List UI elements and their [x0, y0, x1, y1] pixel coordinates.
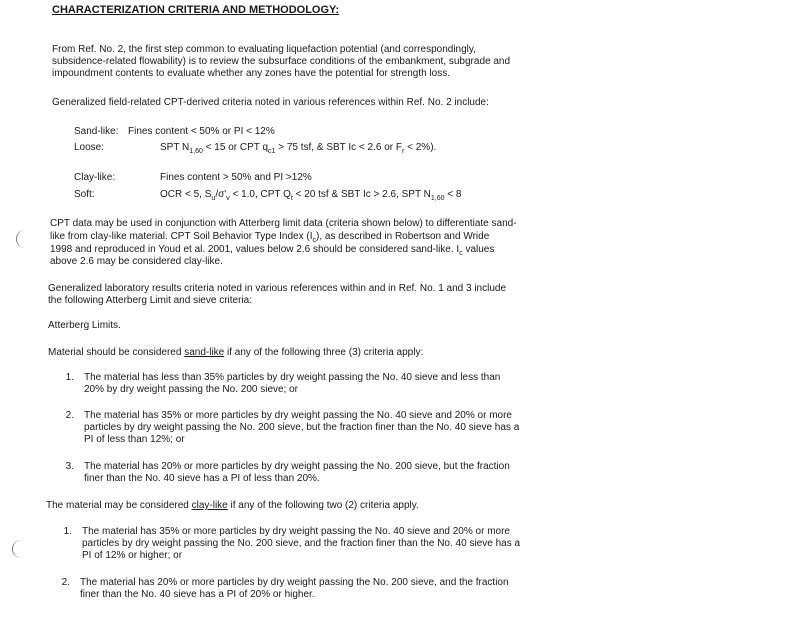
criteria-sand-like-value: Fines content < 50% or PI < 12%	[128, 126, 275, 137]
clay-item-1-line-1: The material has 35% or more particles by dry weight passing the No. 40 sieve and 20% or more	[82, 526, 510, 537]
sand-item-2-line-3: PI of less than 12%; or	[84, 434, 185, 445]
clay-item-2-line-1: The material has 20% or more particles by dry weight passing the No. 200 sieve, and the fraction	[80, 577, 509, 588]
sand-item-1-line-1: The material has less than 35% particles by dry weight passing the No. 40 sieve and less than	[84, 372, 501, 383]
clay-item-1-number: 1.	[63, 526, 72, 537]
intro-line-2: subsidence-related flowability) is to review the subsurface conditions of the embankment, subgrade and	[52, 56, 511, 67]
sand-item-3-number: 3.	[65, 461, 74, 472]
criteria-soft-value: OCR < 5, $S_u/\sigma'_v < 1.0$, CPT $Q_t < 20$ tsf & SBT Ic > 2.6, SPT $N_{1,60} < 8$	[160, 189, 462, 202]
sand-item-2-line-1: The material has 35% or more particles by dry weight passing the No. 40 sieve and 20% or more	[84, 410, 512, 421]
sand-item-1-number: 1.	[65, 372, 74, 383]
margin-mark	[16, 230, 27, 248]
margin-mark-2	[12, 540, 23, 558]
cpt-para-line-2: like from clay-like material. CPT Soil Behavior Type Index $(I_c)$, as described in Robertson and Wride	[50, 231, 490, 244]
criteria-soft-label: Soft:	[74, 189, 95, 200]
page-title: CHARACTERIZATION CRITERIA AND METHODOLOGY:	[52, 4, 340, 16]
clay-like-intro: The material may be considered clay-like if any of the following two (2) criteria apply.	[46, 500, 419, 511]
atterberg-heading: Atterberg Limits.	[48, 320, 121, 331]
cpt-para-line-3: 1998 and reproduced in Youd et al. 2001, values below 2.6 should be considered sand-like. $I_c$ values	[50, 244, 495, 257]
sand-item-1-line-2: 20% by dry weight passing the No. 200 sieve; or	[84, 384, 299, 395]
criteria-clay-like-label: Clay-like:	[74, 172, 116, 183]
sand-item-3-line-2: finer than the No. 40 sieve has a PI of less than 20%.	[84, 473, 320, 484]
criteria-clay-like-value: Fines content > 50% and PI >12%	[160, 172, 312, 183]
intro-line-3: impoundment contents to evaluate whether any zones have the potential for strength loss.	[52, 68, 451, 79]
criteria-loose-value: SPT $N_{1,60} < 15$ or CPT $q_{c1} > 75$ tsf, & SBT Ic < 2.6 or $F_r < 2\%$).	[160, 142, 437, 155]
criteria-loose-label: Loose:	[74, 142, 105, 153]
clay-item-1-line-3: PI of 12% or higher; or	[82, 550, 183, 561]
sand-like-intro: Material should be considered sand-like if any of the following three (3) criteria apply:	[48, 347, 424, 358]
cpt-para-line-1: CPT data may be used in conjunction with Atterberg limit data (criteria shown below) to differentiate sand-	[50, 218, 517, 229]
lab-para-line-1: Generalized laboratory results criteria noted in various references within and in Ref. No. 1 and 3 include	[48, 283, 507, 294]
cpt-para-line-4: above 2.6 may be considered clay-like.	[50, 256, 223, 267]
intro-line-1: From Ref. No. 2, the first step common to evaluating liquefaction potential (and correspondingly,	[52, 44, 476, 55]
criteria-sand-like-label: Sand-like:	[74, 126, 119, 137]
clay-item-2-line-2: finer than the No. 40 sieve has a PI of 20% or higher.	[80, 589, 315, 600]
clay-item-1-line-2: particles by dry weight passing the No. 200 sieve, and the fraction finer than the No. 40 sieve has a	[82, 538, 521, 549]
cpt-intro: Generalized field-related CPT-derived criteria noted in various references within Ref. No. 2 include:	[52, 97, 489, 108]
sand-item-2-line-2: particles by dry weight passing the No. 200 sieve, but the fraction finer than the No. 40 sieve has a	[84, 422, 520, 433]
lab-para-line-2: the following Atterberg Limit and sieve criteria:	[48, 295, 252, 306]
sand-item-3-line-1: The material has 20% or more particles by dry weight passing the No. 200 sieve, but the fraction	[84, 461, 510, 472]
clay-item-2-number: 2.	[61, 577, 70, 588]
sand-item-2-number: 2.	[65, 410, 74, 421]
